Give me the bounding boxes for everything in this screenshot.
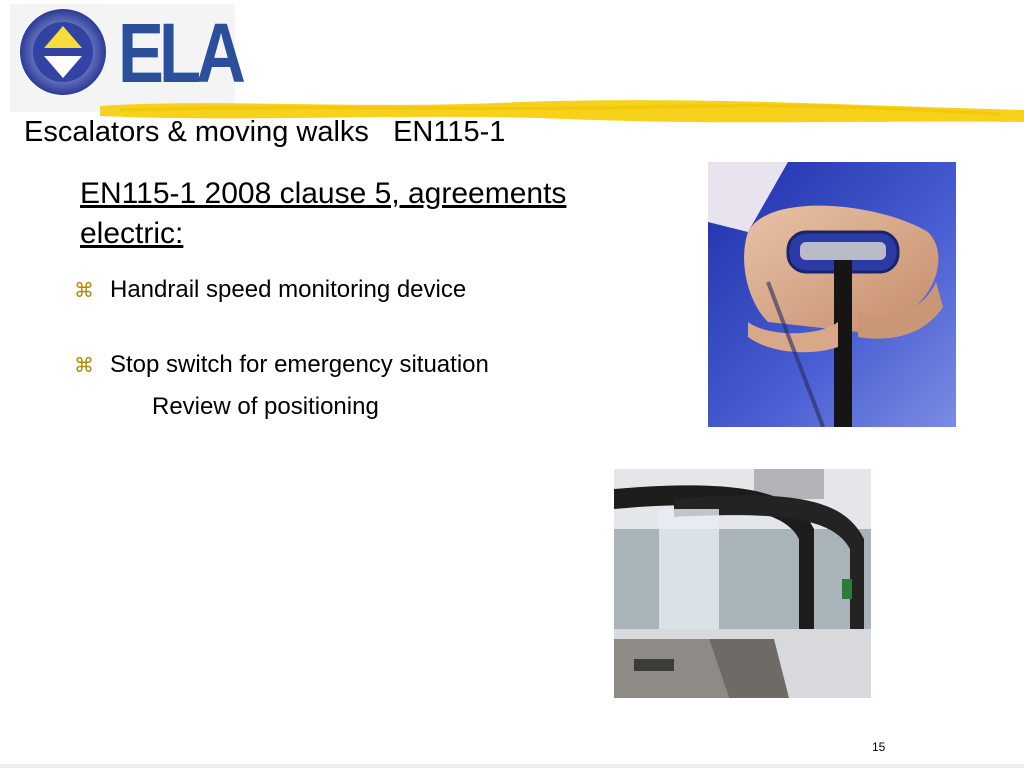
bullet-text: Stop switch for emergency situation (110, 351, 489, 378)
bullet-sub-item: Review of positioning (152, 393, 379, 420)
bottom-divider (0, 764, 1024, 768)
escalator-photo (614, 469, 871, 698)
slide-subtitle: EN115-1 2008 clause 5, agreements electric: (80, 177, 567, 250)
slide-title: Escalators & moving walks EN115-1 (24, 116, 506, 148)
bullet-item (74, 275, 466, 306)
handrail-photo (708, 162, 956, 427)
bullet-item (74, 350, 489, 381)
bullet-command-icon: ⌘ (74, 280, 94, 302)
bullet-text: Handrail speed monitoring device (110, 276, 467, 303)
ela-logo-emblem-icon (18, 7, 108, 97)
logo-text: ELA (118, 6, 241, 100)
bullet-command-icon: ⌘ (74, 355, 94, 377)
page-number: 15 (872, 740, 886, 754)
